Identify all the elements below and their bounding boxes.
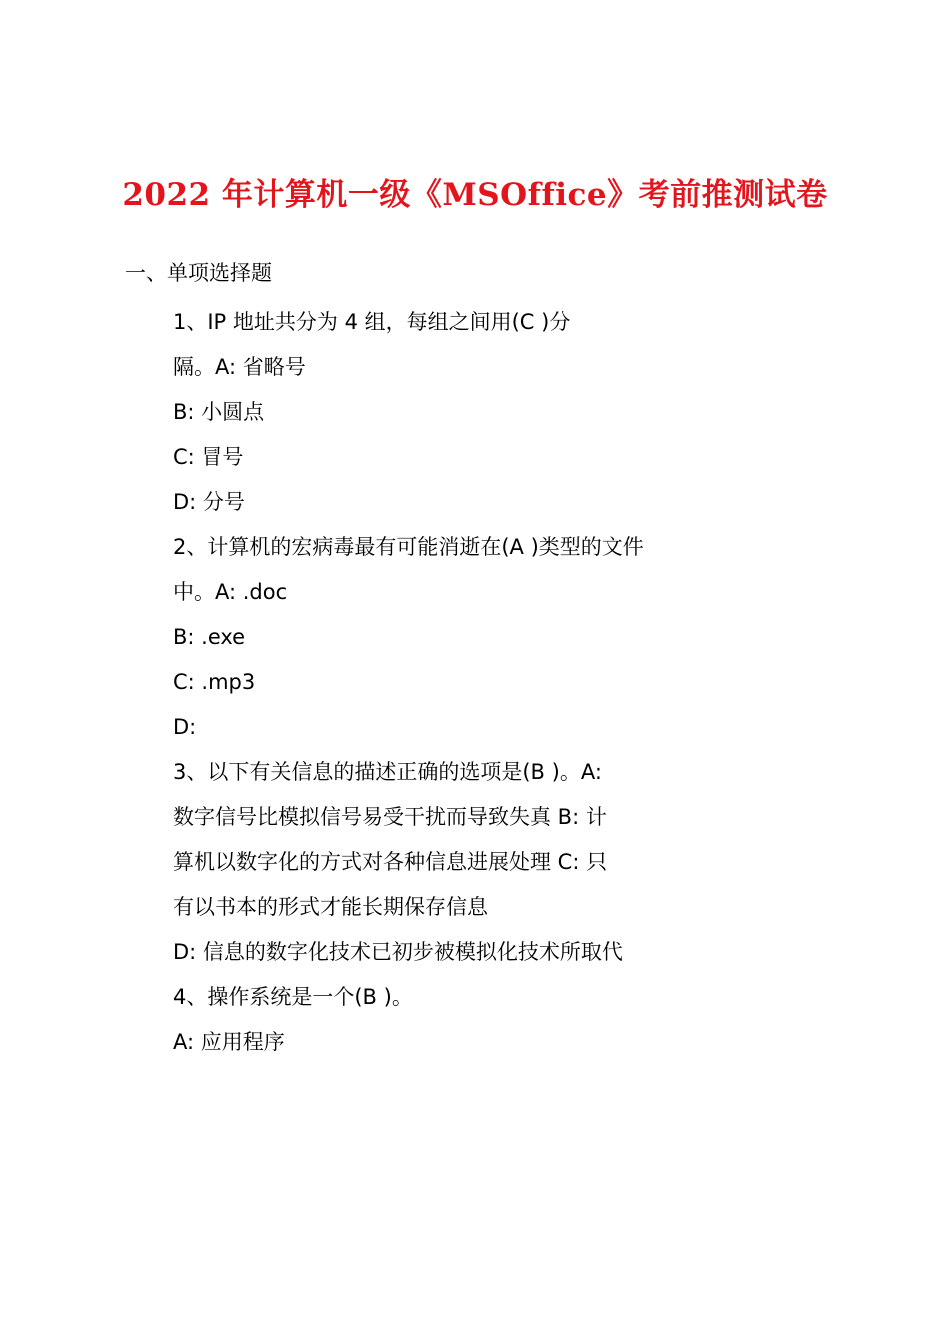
- question-line: D:: [173, 715, 197, 739]
- question-line: A: 应用程序: [173, 1030, 285, 1054]
- question-line: 中。A: .doc: [173, 580, 288, 604]
- question-line: D: 分号: [173, 490, 245, 514]
- question-line: 数字信号比模拟信号易受干扰而导致失真 B: 计: [173, 805, 607, 829]
- question-line: C: .mp3: [173, 670, 256, 694]
- question-line: 4、操作系统是一个(B )。: [173, 985, 413, 1009]
- question-line: 1、IP 地址共分为 4 组，每组之间用(C )分: [173, 310, 571, 334]
- question-line: C: 冒号: [173, 445, 244, 469]
- question-line: 有以书本的形式才能长期保存信息: [173, 895, 488, 919]
- question-line: D: 信息的数字化技术已初步被模拟化技术所取代: [173, 940, 623, 964]
- question-line: 2、计算机的宏病毒最有可能消逝在(A )类型的文件: [173, 535, 644, 559]
- question-line: B: 小圆点: [173, 400, 265, 424]
- section-heading: 一、单项选择题: [125, 261, 272, 285]
- question-line: 隔。A: 省略号: [173, 355, 306, 379]
- question-line: 算机以数字化的方式对各种信息进展处理 C: 只: [173, 850, 608, 874]
- question-line: B: .exe: [173, 625, 246, 649]
- question-list: [173, 300, 693, 1065]
- page-title: 2022 年计算机一级《MSOffice》考前推测试卷: [122, 177, 828, 213]
- question-line: 3、以下有关信息的描述正确的选项是(B )。A:: [173, 760, 602, 784]
